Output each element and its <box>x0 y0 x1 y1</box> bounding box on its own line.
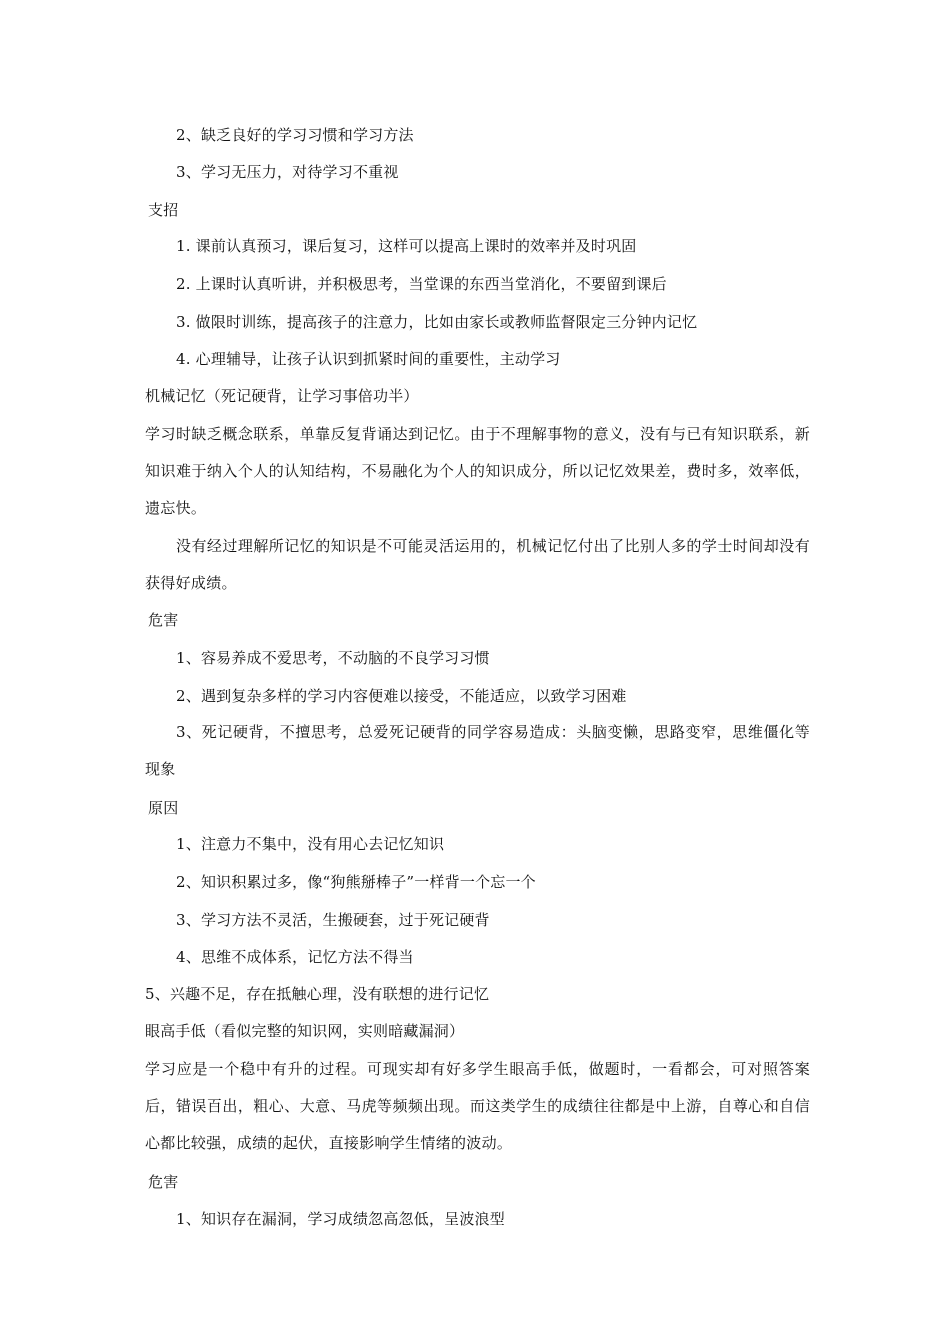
list-item: 3. 做限时训练，提高孩子的注意力，比如由家长或教师监督限定三分钟内记忆 <box>176 313 698 331</box>
list-item: 2、缺乏良好的学习习惯和学习方法 <box>176 126 414 144</box>
paragraph: 没有经过理解所记忆的知识是不可能灵活运用的，机械记忆付出了比别人多的学士时间却没有获得好成绩。 <box>145 537 810 592</box>
list-item: 2、知识积累过多，像“狗熊掰棒子”一样背一个忘一个 <box>176 873 536 891</box>
list-item: 2. 上课时认真听讲，并积极思考，当堂课的东西当堂消化，不要留到课后 <box>176 275 667 293</box>
list-item: 3、学习无压力，对待学习不重视 <box>176 163 399 181</box>
section-heading: 危害 <box>148 611 179 629</box>
list-item: 1、知识存在漏洞，学习成绩忽高忽低，呈波浪型 <box>176 1210 505 1228</box>
section-heading: 危害 <box>148 1173 179 1191</box>
section-heading: 原因 <box>148 799 179 817</box>
paragraph: 学习应是一个稳中有升的过程。可现实却有好多学生眼高手低，做题时，一看都会，可对照答案后，错误百出，粗心、大意、马虎等频频出现。而这类学生的成绩往往都是中上游，自尊心和自信心都比较强，成绩的起伏，直接影响学生情绪的波动。 <box>145 1060 810 1152</box>
list-item: 1、注意力不集中，没有用心去记忆知识 <box>176 835 445 853</box>
list-item: 3、学习方法不灵活，生搬硬套，过于死记硬背 <box>176 911 490 929</box>
list-item: 2、遇到复杂多样的学习内容便难以接受，不能适应，以致学习困难 <box>176 687 627 705</box>
paragraph: 学习时缺乏概念联系，单靠反复背诵达到记忆。由于不理解事物的意义，没有与已有知识联系，新知识难于纳入个人的认知结构，不易融化为个人的知识成分，所以记忆效果差，费时多，效率低，遗忘快。 <box>145 425 810 517</box>
list-item: 3、死记硬背，不擅思考，总爱死记硬背的同学容易造成：头脑变懒，思路变窄，思维僵化等现象 <box>145 723 810 778</box>
list-item: 5、兴趣不足，存在抵触心理，没有联想的进行记忆 <box>145 985 490 1003</box>
list-item: 1、容易养成不爱思考，不动脑的不良学习习惯 <box>176 649 490 667</box>
list-item: 1. 课前认真预习，课后复习，这样可以提高上课时的效率并及时巩固 <box>176 237 637 255</box>
list-item: 4、思维不成体系，记忆方法不得当 <box>176 948 414 966</box>
list-item: 4. 心理辅导，让孩子认识到抓紧时间的重要性，主动学习 <box>176 350 561 368</box>
section-heading: 机械记忆（死记硬背，让学习事倍功半） <box>145 387 419 405</box>
section-heading: 眼高手低（看似完整的知识网，实则暗藏漏洞） <box>145 1022 465 1040</box>
section-heading: 支招 <box>148 201 179 219</box>
